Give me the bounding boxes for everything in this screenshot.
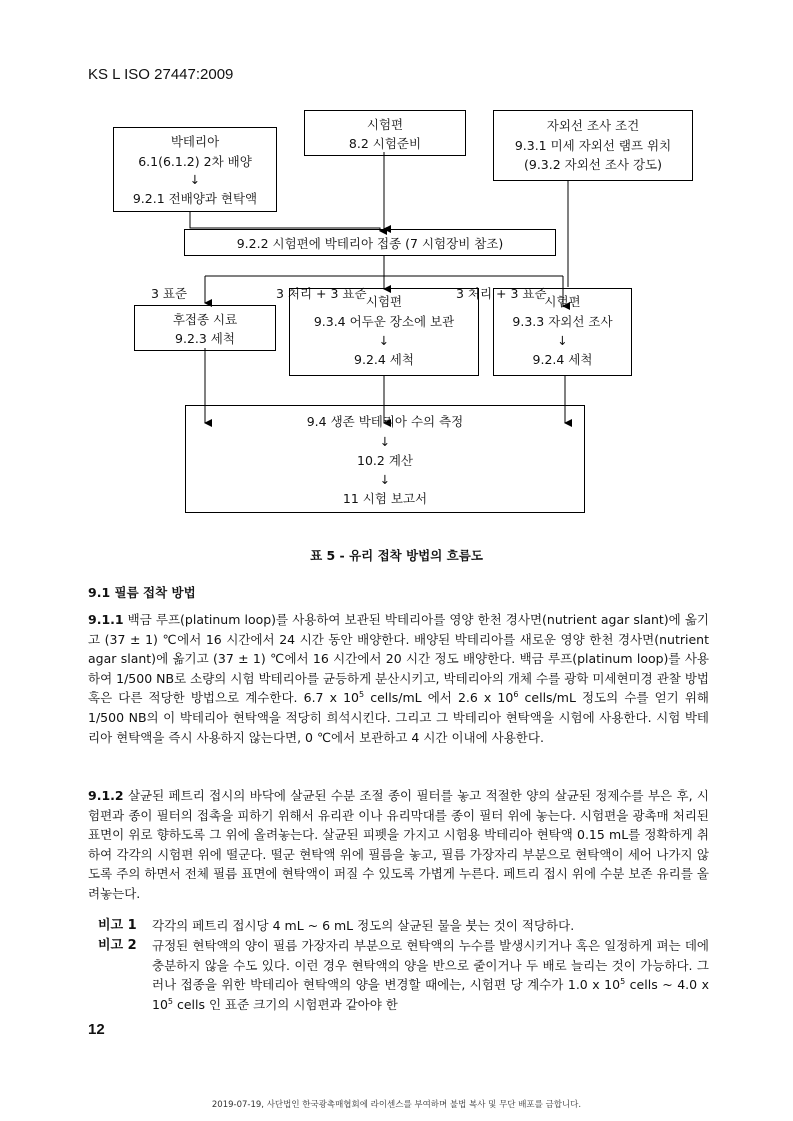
flow-box-dark-storage: 시험편 9.3.4 어두운 장소에 보관 ↓ 9.2.4 세척 xyxy=(289,288,479,376)
section-title: 9.1 필름 접착 방법 xyxy=(88,585,196,600)
flow-box-post-inoculation: 후접종 시료 9.2.3 세척 xyxy=(134,305,276,351)
flow-box-bacteria: 박테리아 6.1(6.1.2) 2차 배양 ↓ 9.2.1 전배양과 현탁액 xyxy=(113,127,277,212)
note-label: 비고 1 xyxy=(98,918,137,933)
flow-box-uv-exposure: 시험편 9.3.3 자외선 조사 ↓ 9.2.4 세척 xyxy=(493,288,632,376)
flow-box-inoculate: 9.2.2 시험편에 박테리아 접종 (7 시험장비 참조) xyxy=(184,229,556,256)
page-number: 12 xyxy=(88,1021,105,1038)
flow-box-uv-conditions: 자외선 조사 조건 9.3.1 미세 자외선 램프 위치 (9.3.2 자외선 조사 강도) xyxy=(493,110,693,181)
note-label: 비고 2 xyxy=(98,938,137,953)
document-header: KS L ISO 27447:2009 xyxy=(88,66,234,83)
license-footer: 2019-07-19, 사단법인 한국광촉매협회에 라이센스를 부여하며 불법 복사 및 무단 배포를 금합니다. xyxy=(211,1100,582,1110)
flow-box-specimen: 시험편 8.2 시험준비 xyxy=(304,110,466,156)
paragraph-9-1-2: 9.1.2 살균된 페트리 접시의 바닥에 살균된 수분 조절 종이 필터를 놓고 적절한 양의 살균된 정제수를 부은 후, 시험편과 종이 필터의 접촉을 피하기 위해서 유리관 이나 유리막대를 종이 필터 위에 놓는다. 시험편을 광촉매 처리된 표면이 위로 향하도록 그 위에 올려놓는다. 살균된 피펫을 가지고 시험용 박테리아 현탁액 0.15 mL를 정확하게 취하여 각각의 시험편 위에 떨군다. 떨군 현탁액 위에 필름을 놓고, 필름 가장자리 부분으로 현탁액이 세어 나가지 않도록 주의 하면서 전체 필름 표면에 현탁액이 퍼질 수 있도록 가볍게 누른다. 페트리 접시 위에 수분 보존 유리를 올려놓는다. xyxy=(88,788,709,901)
figure-caption: 표 5 - 유리 접착 방법의 흐름도 xyxy=(310,548,483,563)
paragraph-9-1-1: 9.1.1 백금 루프(platinum loop)를 사용하여 보관된 박테리아를 영양 한천 경사면(nutrient agar slant)에 옮기고 (37 ± 1) ℃에서 16 시간에서 24 시간 동안 배양한다. 배양된 박테리아를 새로운 영양 한천 경사면(nutrient agar slant)에 옮기고 (37 ± 1) ℃에서 16 시간에서 20 시간 정도 배양한다. 백금 루프(platinum loop)를 사용하여 1/500 NB로 소량의 시험 박테리아를 균등하게 분산시키고, 박테리아의 개체 수를 광학 미세현미경 관찰 방법 혹은 다른 적당한 방법으로 계수한다. 6.7 x $10^5$ cells/mL 에서 2.6 x $10^6$ cells/mL 정도의 수를 얻기 위해 1/500 NB의 이 박테리아 현탁액을 적당히 희석시킨다. 그리고 그 박테리아 현탁액을 시험에 사용한다. 시험 박테리아 현탁액을 즉시 사용하지 않는다면, 0 ℃에서 보관하고 4 시간 이내에 사용한다. xyxy=(88,612,710,745)
clause-number: 9.1.1 xyxy=(88,612,124,627)
note-1: 비고 1 각각의 페트리 접시당 4 mL ~ 6 mL 정도의 살균된 물을 붓는 것이 적당하다. xyxy=(98,916,709,936)
note-2: 비고 2 규정된 현탁액의 양이 필름 가장자리 부분으로 현탁액의 누수를 발생시키거나 혹은 일정하게 펴는 데에 충분하지 않을 수도 있다. 이런 경우 현탁액의 양을 반으로 줄이거나 두 배로 늘리는 것이 가능하다. 그러나 접종을 위한 박테리아 현탁액의 양을 변경할 때에는, 시험편 당 계수가 1.0 x $10^5$ cells ~ 4.0 x $10^5$ cells 인 표준 크기의 시험편과 같아야 한 xyxy=(98,938,709,1012)
flow-label-treated-mid: 3 처리 + 3 표준 xyxy=(276,286,367,301)
clause-number: 9.1.2 xyxy=(88,788,124,803)
flow-label-standard: 3 표준 xyxy=(151,286,188,301)
flow-label-treated-right: 3 처리 + 3 표준 xyxy=(456,286,547,301)
flow-box-measurement: 9.4 생존 박테리아 수의 측정 ↓ 10.2 계산 ↓ 11 시험 보고서 xyxy=(185,405,585,513)
